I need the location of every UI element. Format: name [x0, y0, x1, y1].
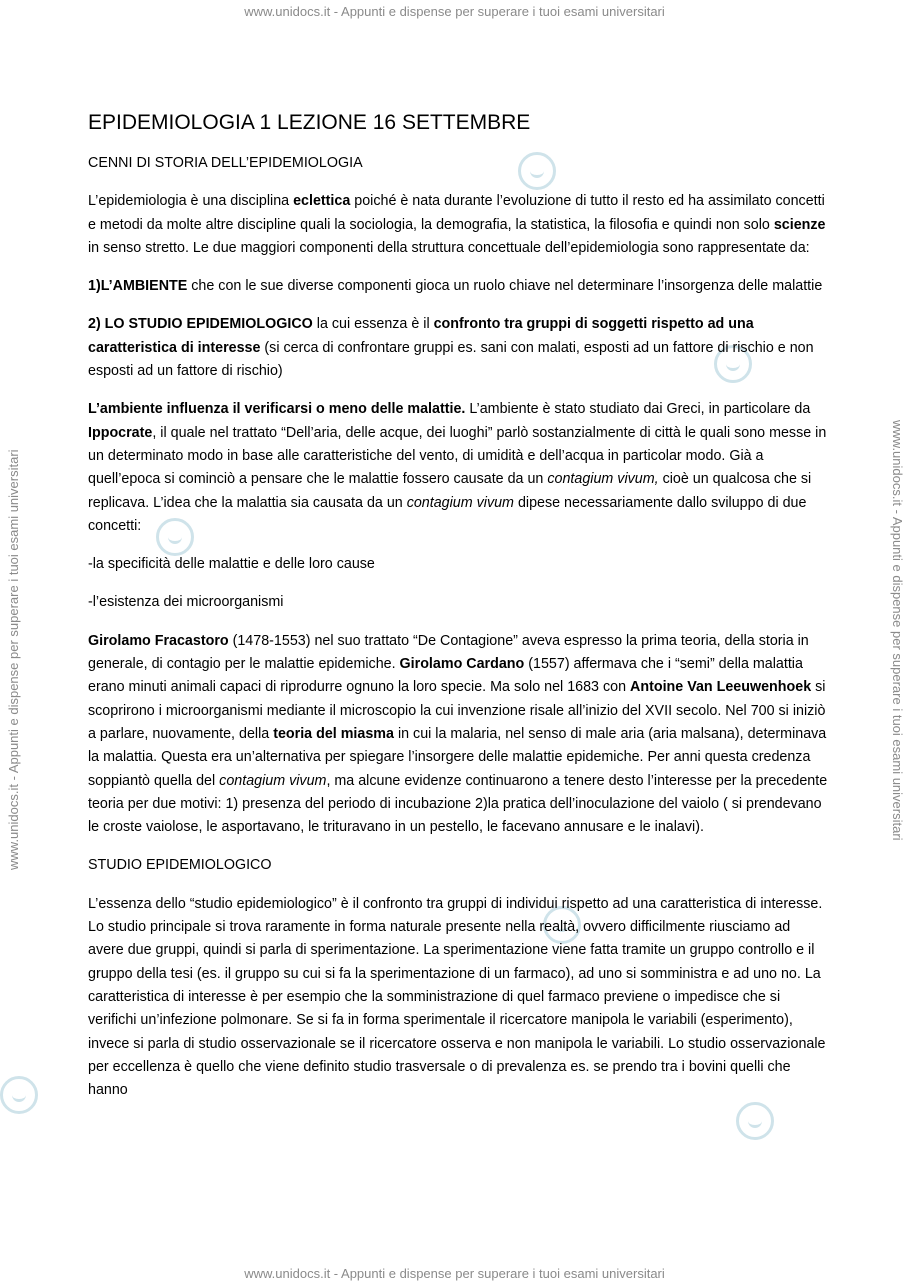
watermark-right: www.unidocs.it - Appunti e dispense per superare i tuoi esami universitari [890, 420, 905, 841]
paragraph-studio-epidemiologico: L’essenza dello “studio epidemiologico” è il confronto tra gruppi di individui rispetto ad una caratteristica di interesse. Lo studio principale si trova raramente in forma naturale presente nella realtà, ovvero difficilmente riusciamo ad avere due gruppi, quindi si parla di sperimentazione. La sperimentazione viene fatta tramite un gruppo controllo e il gruppo della tesi (es. il gruppo su cui si fa la sperimentazione di un farmaco), ad uno si somministra e ad uno no. La caratteristica di interesse è per esempio che la somministrazione di quel farmaco previene o impedisce che si verifichi un’infezione polmonare. Se si fa in forma sperimentale il ricercatore manipola le variabili (esperimento), invece si parla di studio osservazionale se il ricercatore osserva e non manipola le variabili. Lo studio osservazionale per eccellenza è quello che viene definito studio trasversale o di prevalenza es. se prendo tra i bovini quelli che hanno [88, 895, 826, 1099]
section-heading-history: CENNI DI STORIA DELL’EPIDEMIOLOGIA [88, 155, 363, 171]
paragraph-fracastoro: Girolamo Fracastoro (1478-1553) nel suo trattato “De Contagione” aveva espresso la prima teoria, della storia in generale, di contagio per le malattie epidemiche. Girolamo Cardano (1557) affermava che i “semi” della malattia erano minuti animali capaci di riprodurre ognuno la loro specie. Ma solo nel 1683 con Antoine Van Leeuwenhoek si scoprirono i microorganismi mediante il microscopio la cui invenzione risale all’inizio del XVII secolo. Nel 700 si iniziò a parlare, nuovamente, della teoria del miasma in cui la malaria, nel senso di male aria (aria malsana), determinava la malattia. Questa era un’alternativa per spiegare l’insorgere delle malattie epidemiche. Per anni questa credenza soppiantò quella del contagium vivum, ma alcune evidenze continuarono a tenere desto l’interesse per la precedente teoria per due motivi: 1) presenza del periodo di incubazione 2)la pratica dell’inoculazione del vaiolo ( si prendevano le croste vaiolose, le asportavano, le trituravano in un pestello, le facevano annusare e le inalavi). [88, 632, 828, 836]
unidocs-smile-logo-icon [0, 1076, 38, 1114]
page-title: EPIDEMIOLOGIA 1 LEZIONE 16 SETTEMBRE [88, 111, 531, 134]
paragraph-studio: 2) LO STUDIO EPIDEMIOLOGICO la cui essenza è il confronto tra gruppi di soggetti rispetto ad una caratteristica di interesse (si cerca di confrontare gruppi es. sani con malati, esposti ad un fattore di rischio e non esposti ad un fattore di rischio) [88, 316, 814, 380]
paragraph-ambiente: 1)L’AMBIENTE che con le sue diverse componenti gioca un ruolo chiave nel determinare l’insorgenza delle malattie [88, 278, 823, 295]
watermark-left: www.unidocs.it - Appunti e dispense per superare i tuoi esami universitari [6, 449, 21, 870]
paragraph-intro: L’epidemiologia è una disciplina eclettica poiché è nata durante l’evoluzione di tutto il resto ed ha assimilato concetti e metodi da molte altre discipline quali la sociologia, la demografia, la statistica, la filosofia e quindi non solo scienze in senso stretto. Le due maggiori componenti della struttura concettuale dell’epidemiologia sono rappresentate da: [88, 193, 826, 256]
list-item: -la specificità delle malattie e delle loro cause [88, 556, 375, 573]
document-body [88, 108, 828, 1117]
watermark-bottom: www.unidocs.it - Appunti e dispense per superare i tuoi esami universitari [244, 1266, 665, 1281]
watermark-top: www.unidocs.it - Appunti e dispense per superare i tuoi esami universitari [244, 4, 665, 19]
list-item: -l’esistenza dei microorganismi [88, 594, 284, 611]
section-heading-studio: STUDIO EPIDEMIOLOGICO [88, 857, 272, 874]
paragraph-ippocrate: L’ambiente influenza il verificarsi o meno delle malattie. L’ambiente è stato studiato dai Greci, in particolare da Ippocrate, il quale nel trattato “Dell’aria, delle acque, dei luoghi” parlò sostanzialmente di città le quali sono messe in un determinato modo in base alle caratteristiche del vento, di umidità e dell’acqua in particolar modo. Già a quell’epoca si cominciò a pensare che le malattie fossero causate da un contagium vivum, cioè un qualcosa che si replicava. L’idea che la malattia sia causata da un contagium vivum dipese necessariamente dallo sviluppo di due concetti: [88, 401, 827, 534]
